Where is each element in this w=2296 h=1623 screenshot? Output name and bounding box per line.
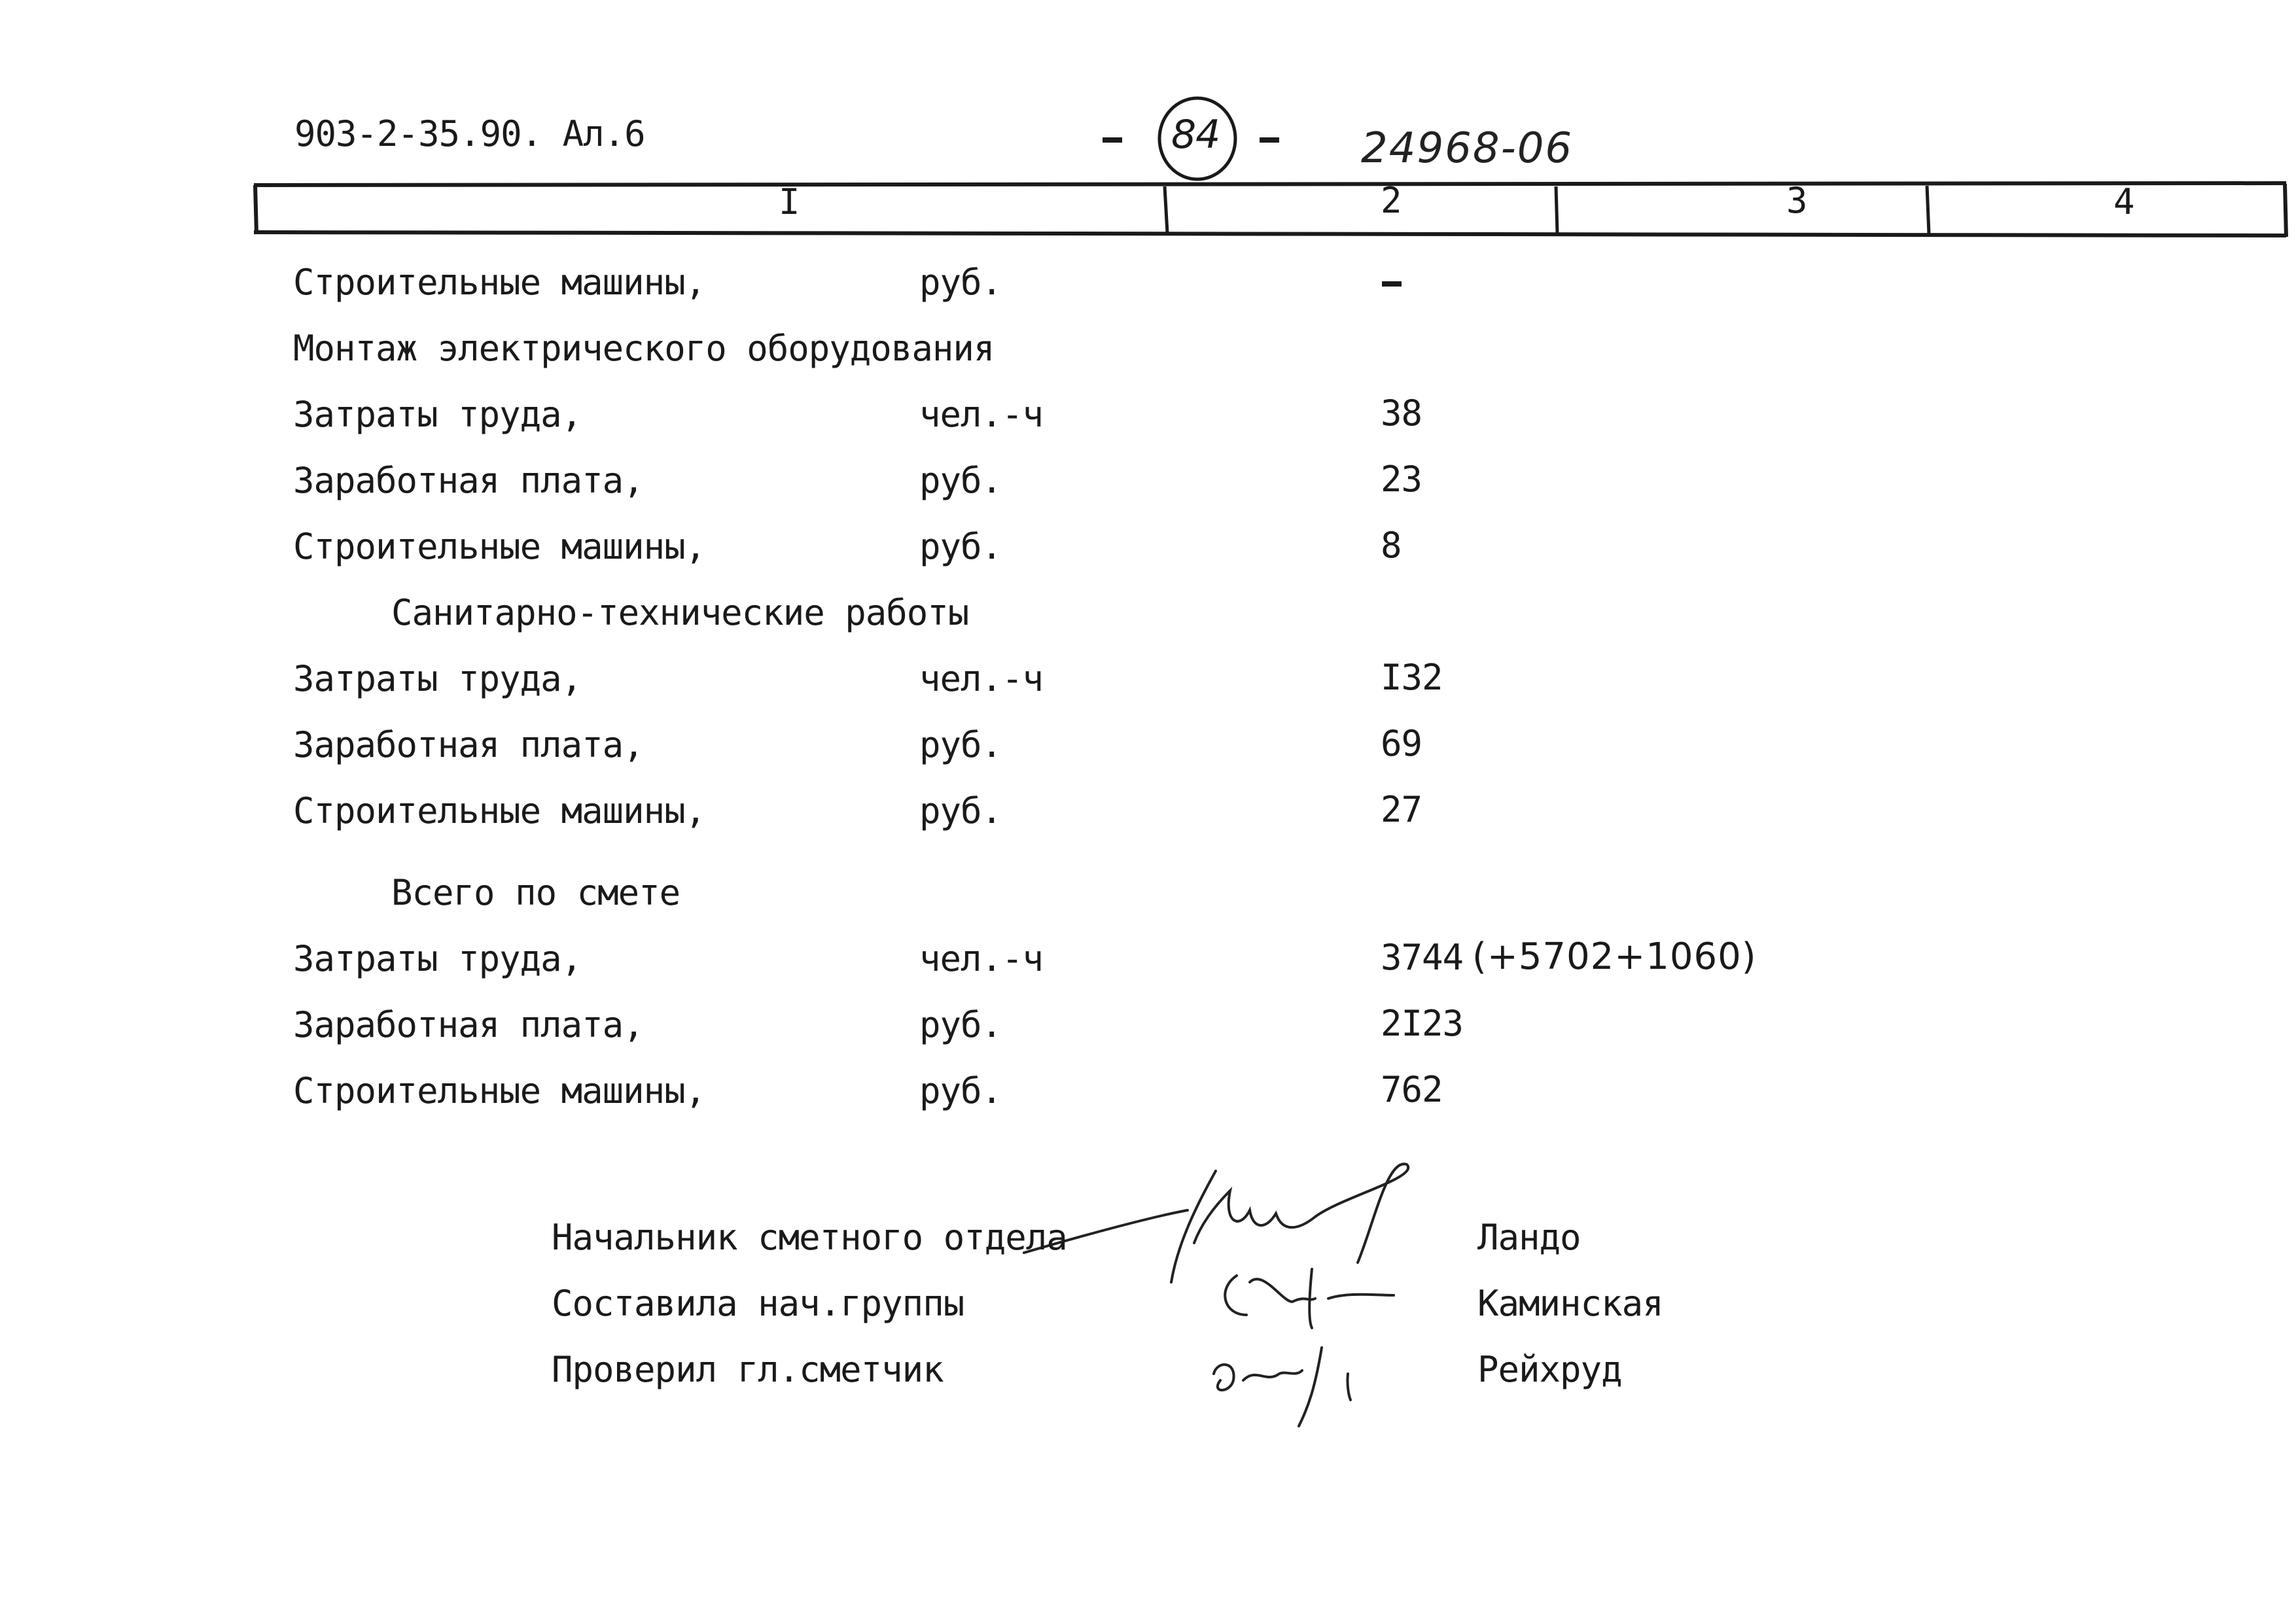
empty-value-dash: [1382, 281, 1402, 287]
row-unit: руб.: [919, 724, 1002, 765]
row-value: 23: [1381, 459, 1422, 500]
row-label: Санитарно-технические работы: [391, 592, 969, 633]
row-value: 3744: [1381, 937, 1464, 978]
row-value-note: (+5702+1060): [1472, 935, 1757, 978]
row-value: 38: [1381, 393, 1422, 434]
column-header-2: 2: [1381, 180, 1402, 221]
row-unit: руб.: [919, 1004, 1002, 1045]
row-label: Затраты труда,: [293, 658, 582, 699]
row-label: Монтаж электрического оборудования: [293, 328, 995, 369]
row-value: I32: [1381, 657, 1443, 698]
row-label: Строительные машины,: [293, 790, 706, 831]
page-number-circle: [1159, 98, 1235, 179]
signature-name: Каминская: [1477, 1283, 1663, 1324]
document-code: 903-2-35.90. Ал.6: [294, 113, 645, 154]
signature-role: Составила нач.группы: [552, 1283, 964, 1324]
row-label: Строительные машины,: [293, 1070, 706, 1111]
signature-scribbles: [1024, 1164, 1408, 1426]
row-value: 762: [1381, 1069, 1443, 1110]
row-label: Заработная плата,: [293, 1004, 644, 1045]
row-label: Всего по смете: [391, 872, 680, 913]
signature-name: Ландо: [1477, 1217, 1581, 1258]
column-header-1: I: [779, 181, 800, 222]
row-unit: руб.: [919, 526, 1002, 567]
signature-name: Рейхруд: [1477, 1349, 1622, 1390]
table-header-frame: [254, 180, 2286, 237]
row-value: 2I23: [1381, 1003, 1464, 1044]
signature-role: Начальник сметного отдела: [552, 1217, 1067, 1258]
row-label: Затраты труда,: [293, 394, 582, 435]
column-header-4: 4: [2113, 181, 2134, 222]
row-value: 69: [1381, 723, 1422, 764]
row-unit: руб.: [919, 1070, 1002, 1111]
row-label: Заработная плата,: [293, 724, 644, 765]
row-label: Заработная плата,: [293, 460, 644, 501]
row-value: 27: [1381, 789, 1422, 830]
row-label: Строительные машины,: [293, 262, 706, 303]
signature-role: Проверил гл.сметчик: [552, 1349, 944, 1390]
handwritten-reference: 24968-06: [1361, 124, 1574, 173]
row-label: Строительные машины,: [293, 526, 706, 567]
row-label: Затраты труда,: [293, 938, 582, 979]
row-unit: чел.-ч: [919, 658, 1044, 699]
row-unit: чел.-ч: [919, 394, 1044, 435]
page-number: 84: [1171, 112, 1220, 158]
row-unit: руб.: [919, 262, 1002, 303]
row-unit: чел.-ч: [919, 938, 1044, 979]
row-value: 8: [1381, 525, 1402, 566]
row-unit: руб.: [919, 790, 1002, 831]
column-header-3: 3: [1786, 180, 1807, 221]
row-unit: руб.: [919, 460, 1002, 501]
